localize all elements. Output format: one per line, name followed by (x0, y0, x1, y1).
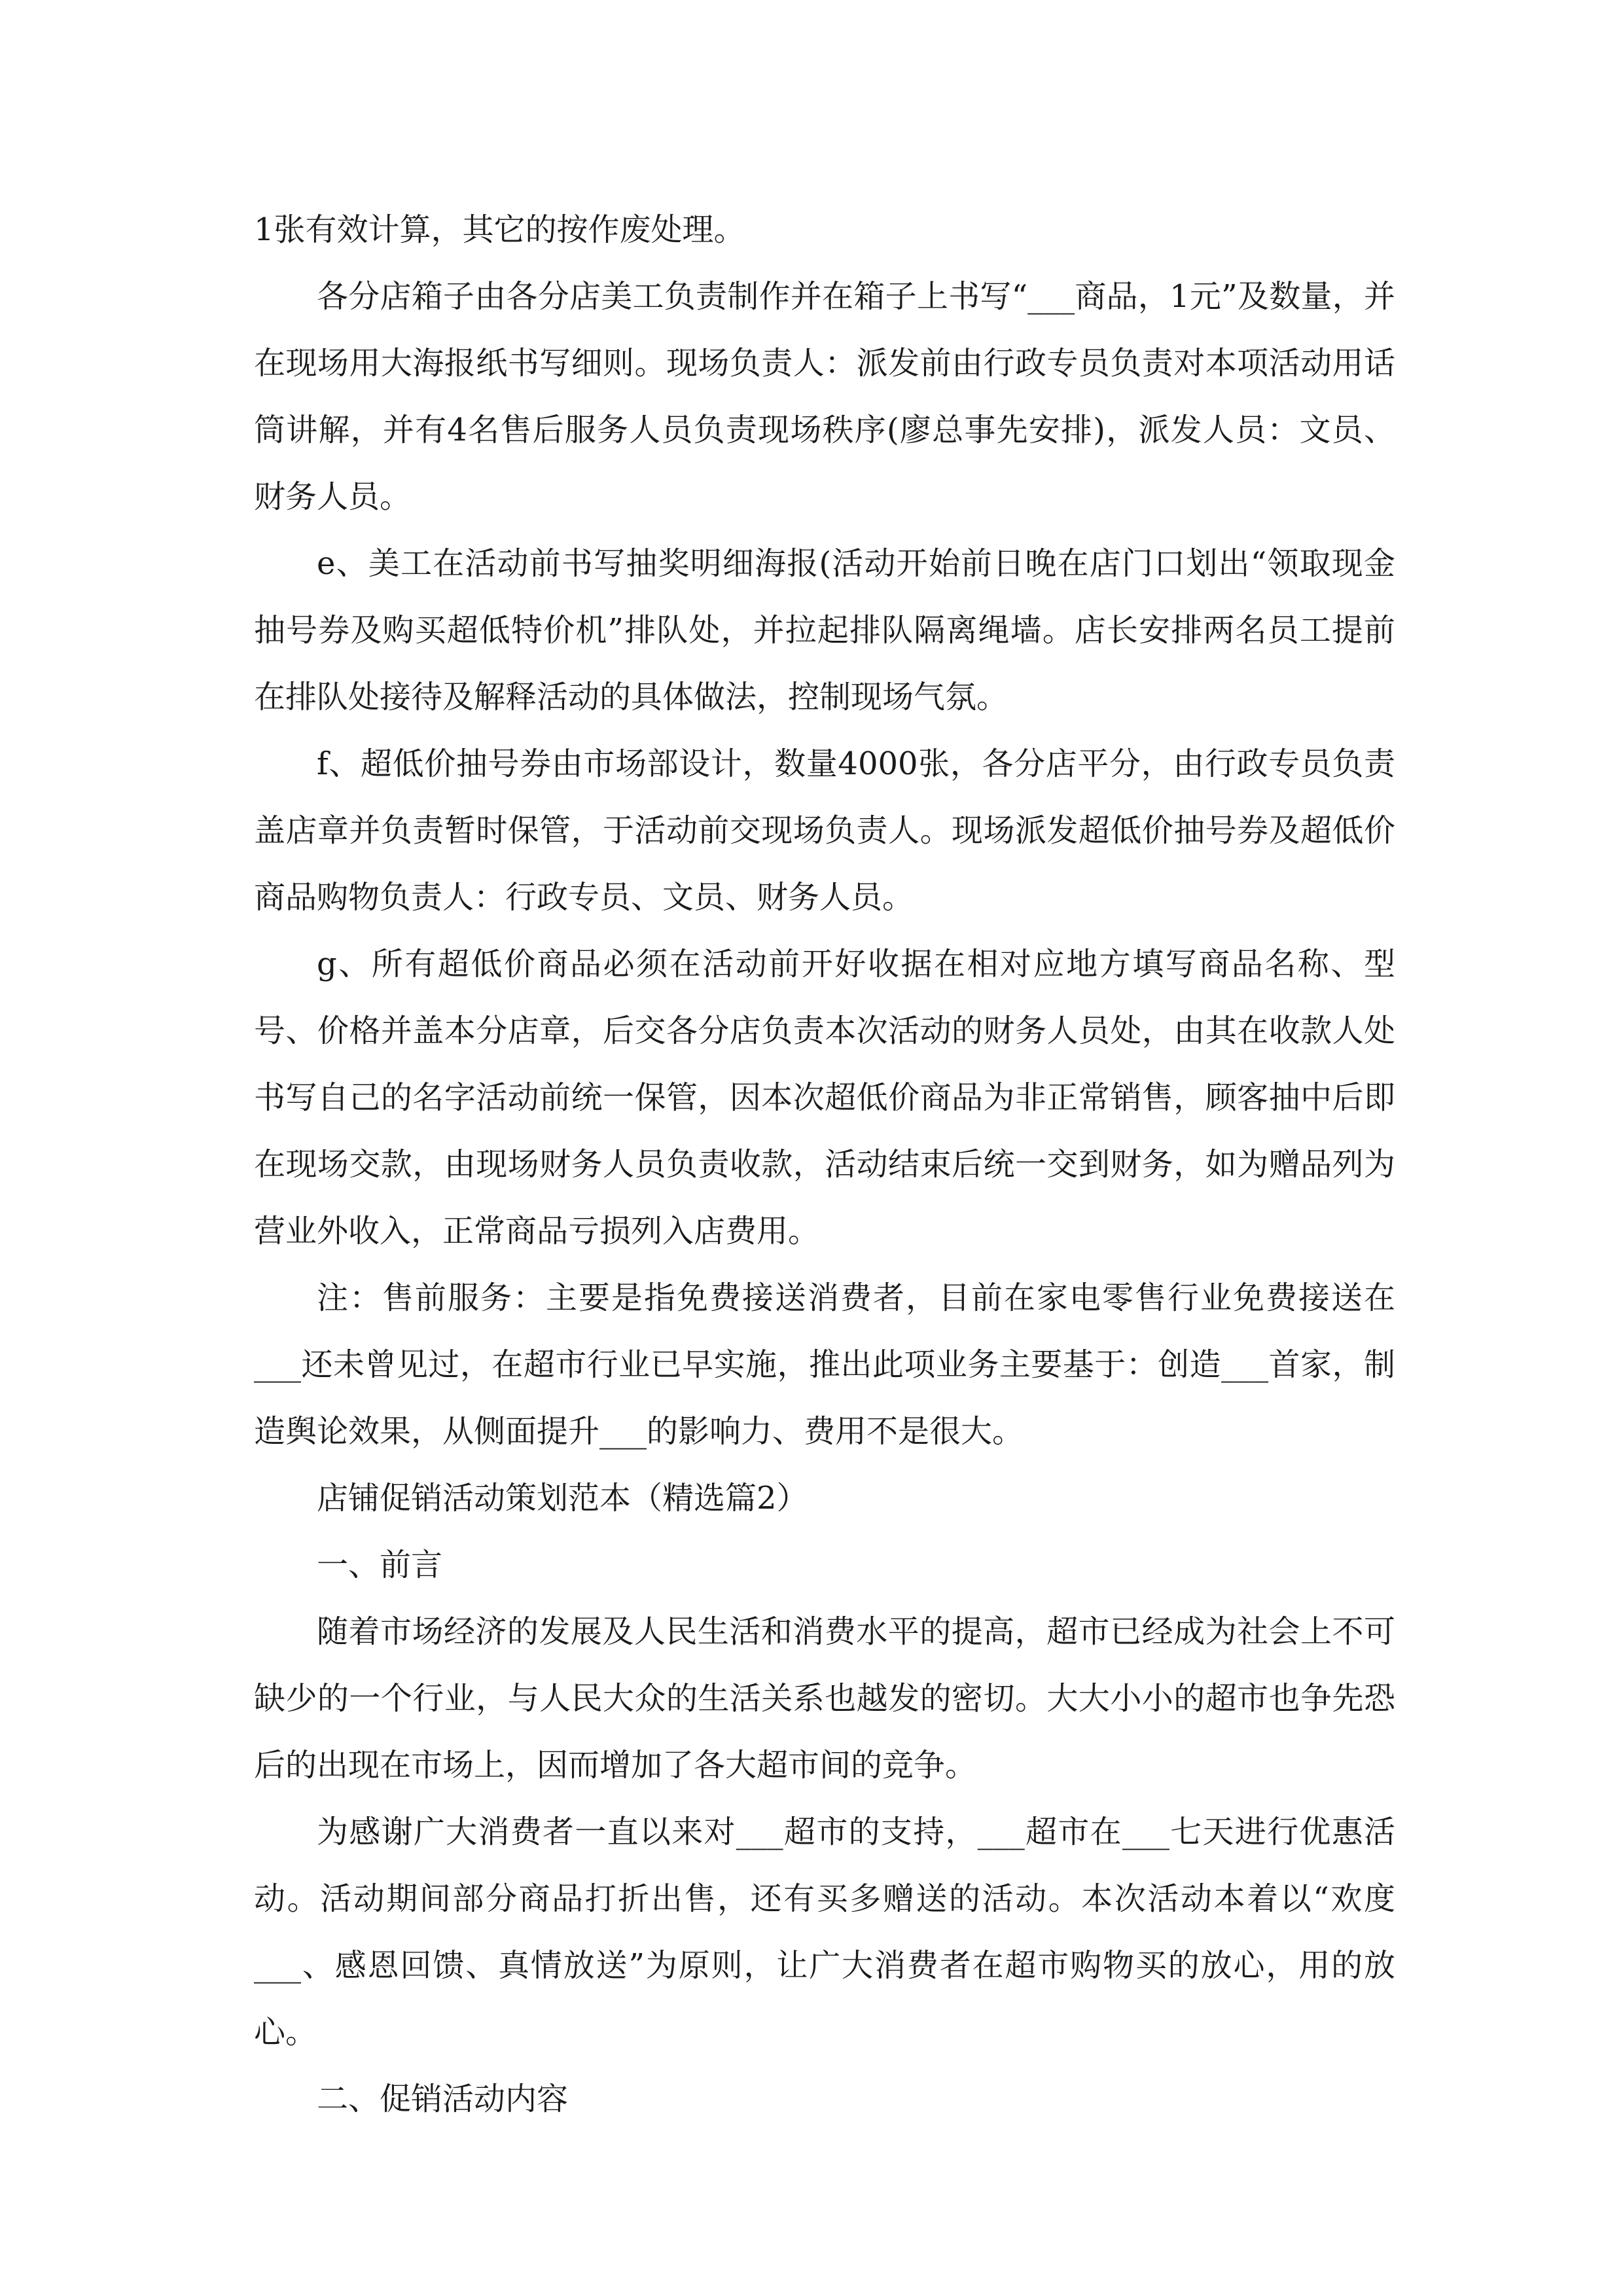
paragraph-item-f: f、超低价抽号券由市场部设计，数量4000张，各分店平分，由行政专员负责盖店章并负责暂时保管，于活动前交现场负责人。现场派发超低价抽号券及超低价商品购物负责人：行政专员、文员、财务人员。 (254, 745, 1395, 916)
paragraph-preface: 随着市场经济的发展及人民生活和消费水平的提高，超市已经成为社会上不可缺少的一个行业，与人民大众的生活关系也越发的密切。大大小小的超市也争先恐后的出现在市场上，因而增加了各大超市间的竞争。 (254, 1613, 1395, 1784)
section-title: 店铺促销活动策划范本（精选篇2） (317, 1480, 808, 1516)
paragraph-thanks: 为感谢广大消费者一直以来对___超市的支持，___超市在___七天进行优惠活动。活动期间部分商品打折出售，还有买多赠送的活动。本次活动本着以“欢度___、感恩回馈、真情放送”为原则，让广大消费者在超市购物买的放心，用的放心。 (254, 1814, 1395, 2051)
heading-preface: 一、前言 (317, 1547, 443, 1583)
paragraph-item-e: e、美工在活动前书写抽奖明细海报(活动开始前日晚在店门口划出“领取现金抽号券及购买超低特价机”排队处，并拉起排队隔离绳墙。店长安排两名员工提前在排队处接待及解释活动的具体做法，控制现场气氛。 (254, 545, 1395, 715)
paragraph-item-g: g、所有超低价商品必须在活动前开好收据在相对应地方填写商品名称、型号、价格并盖本分店章，后交各分店负责本次活动的财务人员处，由其在收款人处书写自己的名字活动前统一保管，因本次超低价商品为非正常销售，顾客抽中后即在现场交款，由现场财务人员负责收款，活动结束后统一交到财务，如为赠品列为营业外收入，正常商品亏损列入店费用。 (254, 946, 1395, 1249)
document-body (254, 196, 1395, 2132)
paragraph-note: 注：售前服务：主要是指免费接送消费者，目前在家电零售行业免费接送在___还未曾见过，在超市行业已早实施，推出此项业务主要基于：创造___首家，制造舆论效果，从侧面提升___的影响力、费用不是很大。 (254, 1280, 1395, 1450)
paragraph-continuation: 1张有效计算，其它的按作废处理。 (254, 211, 745, 248)
paragraph-box-instructions: 各分店箱子由各分店美工负责制作并在箱子上书写“___商品，1元”及数量，并在现场用大海报纸书写细则。现场负责人：派发前由行政专员负责对本项活动用话筒讲解，并有4名售后服务人员负责现场秩序(廖总事先安排)，派发人员：文员、财务人员。 (254, 278, 1395, 515)
heading-promotion-content: 二、促销活动内容 (317, 2081, 569, 2117)
